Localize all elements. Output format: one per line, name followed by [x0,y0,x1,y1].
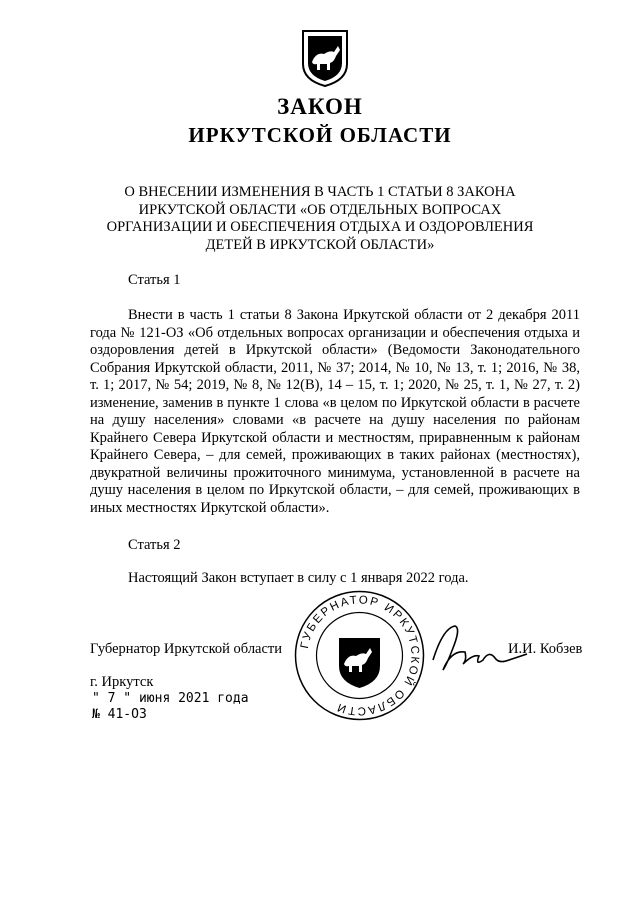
article-2-heading: Статья 2 [128,537,181,553]
document-title-line1: ЗАКОН [277,94,363,119]
signatory-name: И.И. Кобзев [508,641,583,657]
official-seal [292,588,427,723]
law-subject: О ВНЕСЕНИИ ИЗМЕНЕНИЯ В ЧАСТЬ 1 СТАТЬИ 8 ЗАКОНА ИРКУТСКОЙ ОБЛАСТИ «ОБ ОТДЕЛЬНЫХ ВОПРОСАХ ОРГАНИЗАЦИИ И ОБЕСПЕЧЕНИЯ ОТДЫХА И ОЗДОРОВЛЕНИЯ ДЕТЕЙ В ИРКУТСКОЙ ОБЛАСТИ» [106,184,534,253]
signatory-position: Губернатор Иркутской области [90,641,283,657]
seal-emblem-icon [339,638,380,688]
article-2-text: Настоящий Закон вступает в силу с 1 января 2022 года. [128,570,469,586]
seal-text: ГУБЕРНАТОР ИРКУТСКОЙ ОБЛАСТИ [298,594,421,717]
document-title-line2: ИРКУТСКОЙ ОБЛАСТИ [188,123,452,147]
signing-city: г. Иркутск [90,674,154,690]
article-1-heading: Статья 1 [128,272,181,288]
coat-of-arms-icon [300,28,350,88]
article-1-text: Внести в часть 1 статьи 8 Закона Иркутской области от 2 декабря 2011 года № 121-ОЗ «Об отдельных вопросах организации и обеспечения отдыха и оздоровления детей в Иркутской области» (Ведомости Законодательного Собрания Иркутской области, 2011, № 37; 2014, № 10, № 13, т. 1; 2016, № 38, т. 1; 2017, № 54; 2019, № 8, № 12(В), 14 – 15, т. 1; 2020, № 25, т. 1, № 27, т. 2) изменение, заменив в пункте 1 слова «в целом по Иркутской области в расчете на душу населения» словами «в расчете на душу населения по районам Крайнего Севера Иркутской области и местностям, приравненным к районам Крайнего Севера, – для семей, проживающих в таких районах (местностях), двукратной величины прожиточного минимума, установленной в расчете на душу населения в целом по Иркутской области, – для семей, проживающих в иных местностях Иркутской области». [90,307,580,516]
signing-date: " 7 " июня 2021 года [92,691,249,706]
law-number: № 41-ОЗ [92,707,147,722]
